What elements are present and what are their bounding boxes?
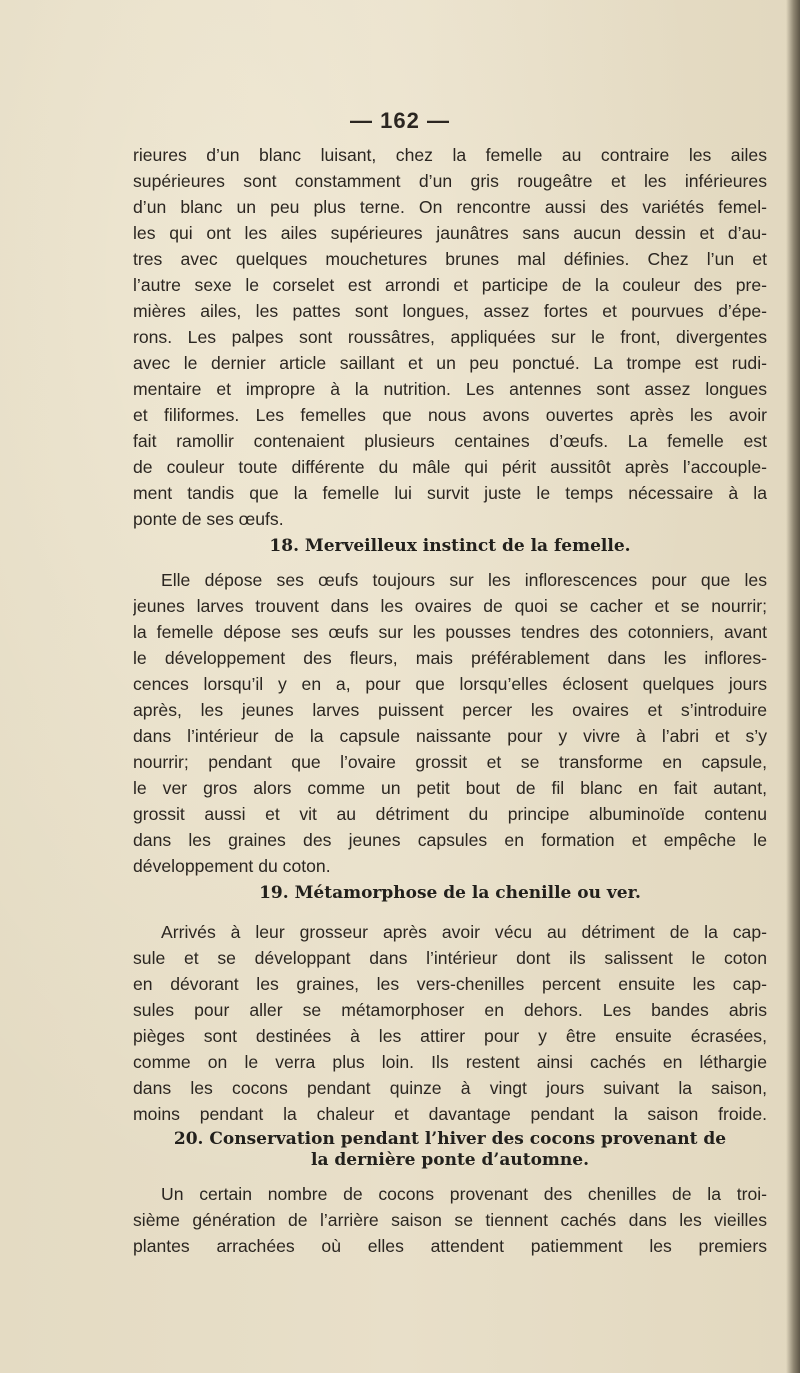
text-line: dans les graines des jeunes capsules en formation et empêche le [133,830,767,850]
section-heading-20-line-2: la dernière ponte d’automne. [310,1150,589,1170]
paragraph-section-19 [133,919,767,1127]
text-line: ponte de ses œufs. [133,509,284,529]
text-line: tres avec quelques mouchetures brunes mal définies. Chez l’un et [133,249,767,269]
section-heading-18: 18. Merveilleux instinct de la femelle. [269,536,631,556]
text-line: pièges sont destinées à les attirer pour y être ensuite écrasées, [133,1026,767,1046]
text-line: mentaire et impropre à la nutrition. Les antennes sont assez longues [133,379,767,399]
text-line: dans l’intérieur de la capsule naissante pour y vivre à l’abri et s’y [133,726,767,746]
text-line: fait ramollir contenaient plusieurs centaines d’œufs. La femelle est [133,431,767,451]
text-line: grossit aussi et vit au détriment du principe albuminoïde contenu [133,804,767,824]
text-line: les qui ont les ailes supérieures jaunâtres sans aucun dessin et d’au- [133,223,767,243]
paragraph-continuation [133,142,767,532]
text-line: mières ailes, les pattes sont longues, assez fortes et pourvues d’épe- [133,301,767,321]
text-line: rons. Les palpes sont roussâtres, appliquées sur le front, divergentes [133,327,767,347]
text-line: l’autre sexe le corselet est arrondi et participe de la couleur des pre- [133,275,767,295]
section-heading-20-line-1: 20. Conservation pendant l’hiver des cocons provenant de [173,1129,727,1149]
text-line: de couleur toute différente du mâle qui périt aussitôt après l’accouple- [133,457,767,477]
text-line: sième génération de l’arrière saison se tiennent cachés dans les vieilles [133,1210,767,1230]
text-line: sules pour aller se métamorphoser en dehors. Les bandes abris [133,1000,767,1020]
text-line: et filiformes. Les femelles que nous avons ouvertes après les avoir [133,405,767,425]
text-line: supérieures sont constamment d’un gris rougeâtre et les inférieures [133,171,767,191]
text-line: avec le dernier article saillant et un peu ponctué. La trompe est rudi- [133,353,767,373]
paragraph-section-18 [133,567,767,879]
text-line: dans les cocons pendant quinze à vingt jours suivant la saison, [133,1078,767,1098]
paragraph-section-20 [133,1181,767,1259]
section-heading-19: 19. Métamorphose de la chenille ou ver. [259,883,641,903]
text-line: moins pendant la chaleur et davantage pendant la saison froide. [133,1104,767,1124]
text-line: Elle dépose ses œufs toujours sur les inflorescences pour que les [161,570,767,590]
text-line: nourrir; pendant que l’ovaire grossit et se transforme en capsule, [133,752,767,772]
text-line: développement du coton. [133,856,331,876]
text-line: la femelle dépose ses œufs sur les pousses tendres des cotonniers, avant [133,622,767,642]
text-line: rieures d’un blanc luisant, chez la femelle au contraire les ailes [133,145,767,165]
text-line: jeunes larves trouvent dans les ovaires de quoi se cacher et se nourrir; [133,596,767,616]
text-line: Arrivés à leur grosseur après avoir vécu au détriment de la cap- [161,922,767,942]
text-line: plantes arrachées où elles attendent patiemment les premiers [133,1236,767,1256]
text-line: ment tandis que la femelle lui survit juste le temps nécessaire à la [133,483,767,503]
page-spine-edge [786,0,800,1373]
text-line: sule et se développant dans l’intérieur dont ils salissent le coton [133,948,767,968]
text-line: le développement des fleurs, mais préférablement dans les inflores- [133,648,767,668]
text-line: en dévorant les graines, les vers-chenilles percent ensuite les cap- [133,974,767,994]
text-line: après, les jeunes larves puissent percer les ovaires et s’introduire [133,700,767,720]
page-number: — 162 — [350,108,450,133]
text-line: cences lorsqu’il y en a, pour que lorsqu’elles éclosent quelques jours [133,674,767,694]
text-line: d’un blanc un peu plus terne. On rencontre aussi des variétés femel- [133,197,767,217]
text-line: comme on le verra plus loin. Ils restent ainsi cachés en léthargie [133,1052,767,1072]
text-line: Un certain nombre de cocons provenant des chenilles de la troi- [161,1184,767,1204]
text-line: le ver gros alors comme un petit bout de fil blanc en fait autant, [133,778,767,798]
